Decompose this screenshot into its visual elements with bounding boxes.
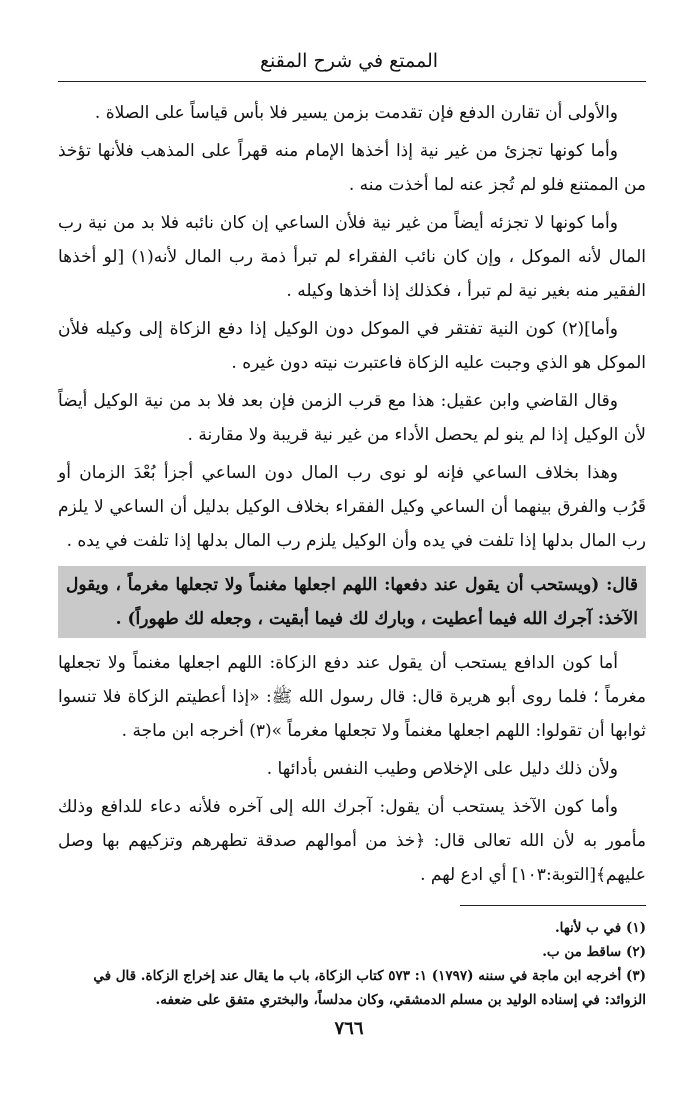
- running-header: الممتع في شرح المقنع: [259, 50, 439, 72]
- footnote-2: (٢) ساقط من ب.: [542, 944, 646, 960]
- footnotes: [58, 916, 646, 1012]
- paragraph-8: ولأن ذلك دليل على الإخلاص وطيب النفس بأدائها .: [266, 759, 618, 779]
- page-number: ٧٦٦: [334, 1018, 364, 1039]
- quote-label: قال:: [606, 575, 638, 595]
- paragraph-3: وأما كونها لا تجزئه أيضاً من غير نية فلأن الساعي إن كان نائبه فلا بد من نية رب المال لأنه الموكل ، وإن كان نائب الفقراء لم تبرأ ذمة رب المال لأنه(١) [لو أخذها الفقير منه بغير نية لم تبرأ ، فكذلك إذا أخذها وكيله .: [58, 213, 646, 301]
- main-text: [58, 96, 646, 896]
- paragraph-2: وأما كونها تجزئ من غير نية إذا أخذها الإمام منه قهراً على المذهب فلأنها تؤخذ من الممتنع فلو لم تُجز عنه لما أخذت منه .: [58, 141, 646, 195]
- paragraph-7: أما كون الدافع يستحب أن يقول عند دفع الزكاة: اللهم اجعلها مغنماً ولا تجعلها مغرماً ؛ فلما روى أبو هريرة قال: قال رسول الله ﷺ: «إذا أعطيتم الزكاة فلا تنسوا ثوابها أن تقولوا: اللهم اجعلها مغنماً ولا تجعلها مغرماً »(٣) أخرجه ابن ماجة .: [58, 653, 646, 741]
- header-divider: [58, 81, 646, 82]
- paragraph-5: وقال القاضي وابن عقيل: هذا مع قرب الزمن فإن بعد فلا بد من نية الوكيل أيضاً لأن الوكيل إذا لم ينو لم يحصل الأداء من غير نية قريبة ولا مقارنة .: [58, 391, 646, 445]
- paragraph-1: والأولى أن تقارن الدفع فإن تقدمت بزمن يسير فلا بأس قياساً على الصلاة .: [94, 103, 618, 123]
- paragraph-9: وأما كون الآخذ يستحب أن يقول: آجرك الله إلى آخره فلأنه دعاء للدافع وذلك مأمور به لأن الله تعالى قال: ﴿خذ من أموالهم صدقة تطهرهم وتزكيهم بها وصل عليهم﴾[التوبة:١٠٣] أي ادع لهم .: [58, 797, 646, 885]
- quote-text: (ويستحب أن يقول عند دفعها: اللهم اجعلها مغنماً ولا تجعلها مغرماً ، ويقول الآخذ: آجرك الله فيما أعطيت ، وبارك لك فيما أبقيت ، وجعله لك طهوراً) .: [66, 575, 638, 629]
- footnote-1: (١) في ب لأنها.: [554, 920, 646, 936]
- matn-quote-box: [58, 566, 646, 638]
- paragraph-6: وهذا بخلاف الساعي فإنه لو نوى رب المال دون الساعي أجزأ بُعْدَ الزمان أو قَرُب والفرق بينهما أن الساعي وكيل الفقراء بخلاف الوكيل بدليل أن الساعي لا يلزم رب المال بدلها إذا تلفت في يده وأن الوكيل يلزم رب المال بدلها إذا تلفت في يده .: [58, 463, 646, 551]
- paragraph-4: وأما](٢) كون النية تفتقر في الموكل دون الوكيل إذا دفع الزكاة إلى وكيله فلأن الموكل هو الذي وجبت عليه الزكاة فاعتبرت نيته دون غيره .: [58, 319, 646, 373]
- footnote-3: (٣) أخرجه ابن ماجة في سننه (١٧٩٧) ١: ٥٧٣ كتاب الزكاة، باب ما يقال عند إخراج الزكاة. قال في الزوائد: في إسناده الوليد بن مسلم الدمشقي، وكان مدلساً، والبختري متفق على ضعفه.: [93, 968, 646, 1008]
- footnote-divider: [460, 905, 646, 906]
